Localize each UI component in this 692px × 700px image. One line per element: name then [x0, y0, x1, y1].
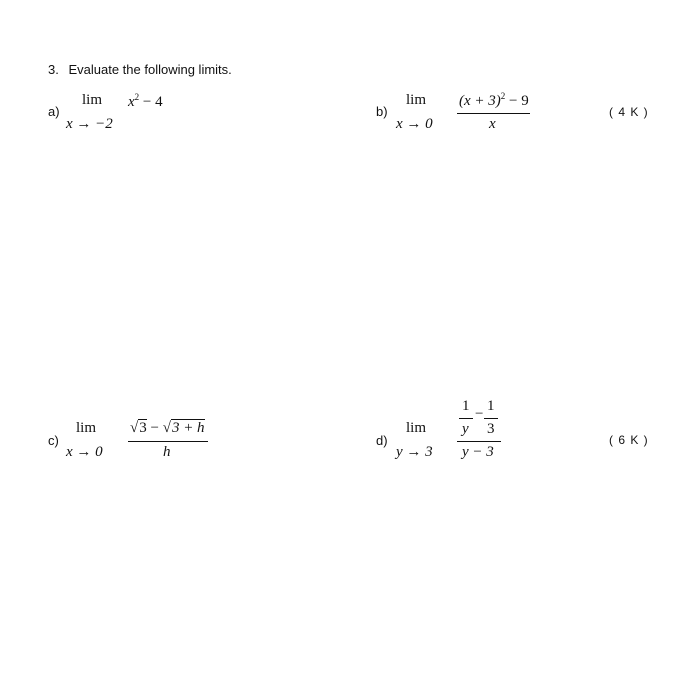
part-d-small-den-2: 3	[487, 421, 495, 437]
part-b-approach: x → 0	[396, 116, 433, 132]
part-d-denominator: y − 3	[462, 444, 494, 460]
part-b-lim: lim	[406, 92, 427, 108]
part-d-small-num-2: 1	[487, 398, 495, 414]
part-b-num-rest: − 9	[505, 93, 529, 109]
part-d-fraction-bar	[457, 441, 501, 442]
part-d-label: d)	[376, 433, 388, 448]
part-c-fraction-bar	[128, 441, 208, 442]
question-heading	[48, 62, 232, 77]
part-c-label: c)	[48, 433, 59, 448]
part-b-numerator	[459, 91, 529, 110]
part-a-label: a)	[48, 104, 60, 119]
question-number: 3.	[48, 62, 59, 77]
part-a-lim: lim	[82, 92, 103, 108]
part-c-sqrt-1: √3	[130, 420, 147, 436]
part-a-rest: − 4	[139, 94, 163, 110]
part-c-lim: lim	[76, 420, 97, 436]
part-d-small-bar-2	[484, 418, 498, 419]
part-b-denominator: x	[489, 116, 496, 132]
part-a-expression	[128, 92, 163, 111]
part-d-small-bar-1	[459, 418, 473, 419]
part-a-exponent: 2	[134, 92, 140, 102]
part-d-lim: lim	[406, 420, 427, 436]
part-c-approach: x → 0	[66, 444, 103, 460]
part-c-minus: −	[146, 420, 163, 436]
part-b-label: b)	[376, 104, 388, 119]
marks-ab: ( 4 K )	[609, 105, 649, 119]
marks-cd: ( 6 K )	[609, 433, 649, 447]
part-c-radicand-1: 3	[139, 420, 147, 436]
part-a-approach: x → −2	[66, 116, 113, 132]
question-prompt: Evaluate the following limits.	[68, 62, 232, 77]
part-a-base: x	[128, 94, 135, 110]
part-d-small-den-1: y	[462, 421, 469, 437]
part-c-denominator: h	[163, 444, 171, 460]
part-c-radicand-2: 3 + h	[171, 420, 205, 436]
part-b-fraction-bar	[457, 113, 530, 114]
part-c-sqrt-2: √3 + h	[162, 420, 205, 436]
part-d-small-minus: −	[475, 406, 484, 422]
part-c-numerator	[130, 420, 205, 437]
part-d-small-num-1: 1	[462, 398, 470, 414]
part-b-num-exponent: 2	[500, 91, 506, 101]
part-d-approach: y → 3	[396, 444, 433, 460]
part-b-num-base: (x + 3)	[459, 93, 501, 109]
